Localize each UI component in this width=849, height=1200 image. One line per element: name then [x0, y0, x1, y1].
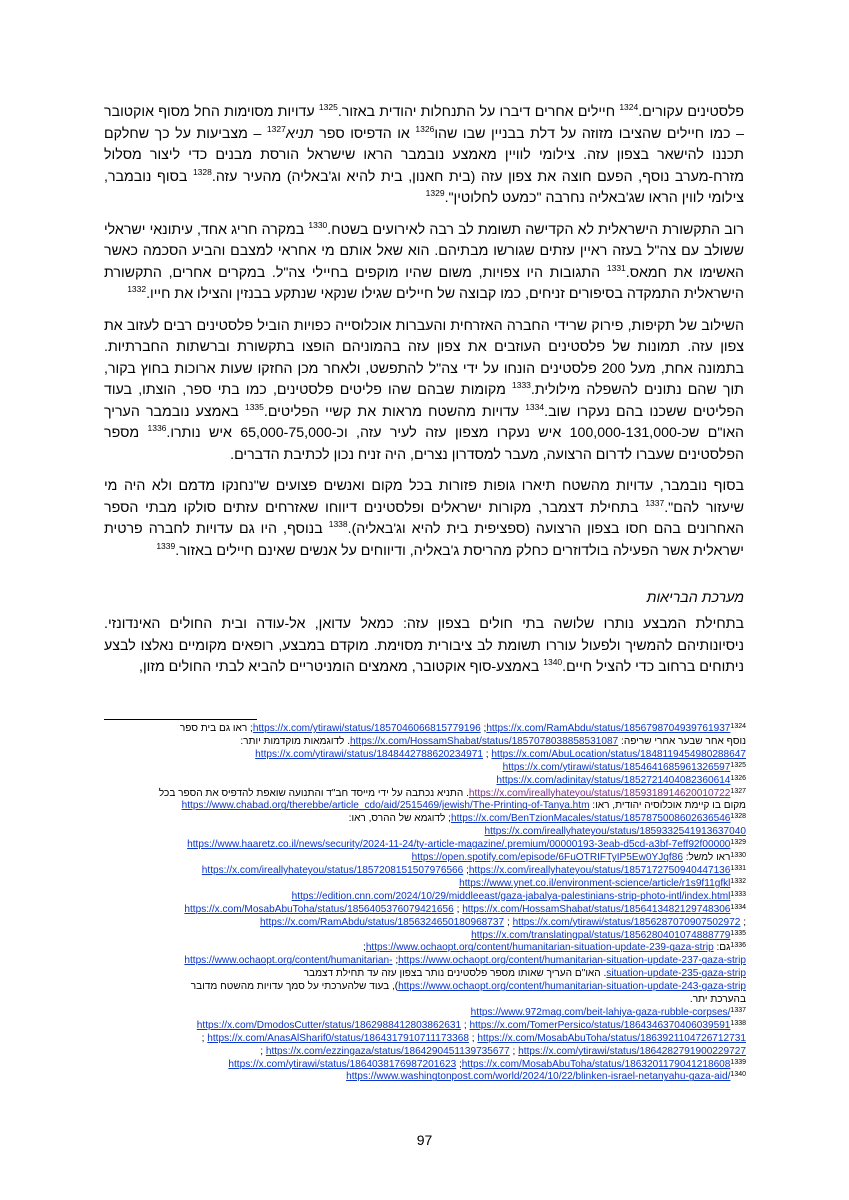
text-run: עדויות מהשטח מראות את קשיי הפליטים.	[263, 403, 526, 420]
footnote-number: 1324	[730, 723, 746, 730]
footnote-line	[104, 813, 746, 826]
text-run: בהערכת יתר.	[689, 994, 746, 1006]
footnote-number: 1337	[730, 1006, 746, 1014]
text-run: רוב התקשורת הישראלית לא הקדישה תשומת לב רבה לאירועים בשטח.	[327, 221, 744, 238]
footnote-ref[interactable]: 1338	[328, 519, 348, 529]
text-run: ), בעוד שלהערכתי על סמך עדויות מהשטח מדובר	[190, 981, 399, 993]
paragraph	[104, 614, 744, 679]
footnote-line	[104, 723, 746, 736]
text-run: בתחילת דצמבר, מקורות ישראלים ופלסטינים דיווחו שאזרחים עזתים סולקו מבתי הספר האחרונים בהם חסו בצפון הרצועה (ספציפית בית להיא וג'באליה).	[104, 499, 744, 537]
text-run: ;	[480, 723, 487, 734]
footnote-line	[104, 904, 746, 917]
footnote-link[interactable]: https://x.com/ireallyhateyou/status/1857208151507976566	[201, 864, 464, 876]
paragraph	[104, 220, 744, 306]
footnote-ref[interactable]: 1340	[543, 657, 563, 667]
body-text	[104, 102, 744, 572]
text-run: ;	[482, 748, 492, 760]
footnote-number: 1334	[730, 903, 746, 911]
footnote-ref[interactable]: 1328	[192, 166, 212, 177]
footnote-link[interactable]: https://x.com/MosabAbuToha/status/1863201179041218608	[461, 1058, 731, 1070]
paragraph	[104, 476, 744, 562]
footnote-line	[104, 955, 746, 968]
footnote-number: 1333	[730, 890, 746, 898]
footnote-link[interactable]: https://www.washingtonpost.com/world/2024/10/22/blinken-israel-netanyahu-gaza-aid/	[346, 1071, 731, 1083]
text-run: עדויות מסוימות החל מסוף אוקטובר – כמו חיילים שהציבו מזוזה על דלת בבניין שבו שהו	[104, 104, 744, 142]
footnote-line	[104, 749, 746, 762]
footnote-link[interactable]: https://x.com/TomerPersico/status/1864346370406039591	[469, 1019, 731, 1031]
text-run: – מצביעות על כך שחלקם תכננו להישאר בצפון עזה. צילומי לוויין מאמצע נובמבר הראו שישראל הורסת מבנים כדי ליצור מסלול מזרח-מערב נוסף, הפעם חוצה את צפון עזה (בית חאנון, בית להיא וג'באליה) מהעיר עזה.	[104, 125, 744, 185]
footnote-link[interactable]: https://x.com/RamAbdu/status/1856324650180968737	[260, 916, 505, 928]
footnote-link[interactable]: https://www.972mag.com/beit-lahiya-gaza-rubble-corpses/	[470, 1006, 731, 1018]
text-run: ;	[453, 903, 463, 915]
text-run: ;	[740, 916, 746, 928]
footnote-line	[104, 878, 746, 891]
text-run: בנוסף, היו גם עדויות לחברה פרטית ישראלית אשר הפעילה בולדוזרים כחלק מהריסת ג'באליה, ודיווחים על אנשים שאינם חיילים באזור.	[104, 521, 744, 559]
footnote-line	[104, 736, 746, 749]
footnote-line	[104, 826, 746, 839]
footnote-ref[interactable]: 1333	[512, 380, 531, 390]
footnote-number: 1326	[730, 774, 746, 782]
text-run: ;	[456, 1058, 462, 1070]
footnote-link[interactable]: https://x.com/ireallyhateyou/status/1859332541913637040	[484, 826, 746, 838]
text-run: או הדפיסו ספר	[313, 125, 416, 142]
footnote-link[interactable]: https://www.ochaopt.org/content/humanitarian-situation-update-239-gaza-strip	[365, 942, 714, 954]
text-run: ;	[201, 1032, 208, 1044]
page-number	[0, 1132, 849, 1148]
footnote-link[interactable]: https://x.com/ytirawi/status/1864282791900229727	[518, 1045, 746, 1057]
text-run: בתחילת המבצע נותרו שלושה בתי חולים בצפון עזה: כמאל עדואן, אל-עודה ובית החולים האינדונזי. ניסיונותיהם להמשיך ולפעול עוררו תשומת לב ציבורית מסוימת. מוקדם במבצע, רופאים מקומיים נאלצו לבצע ניתוחים ברחוב כדי להציל חיים.	[104, 616, 744, 675]
text-run: השילוב של תקיפות, פירוק שרידי החברה האזרחית והעברות אוכלוסייה כפויות הוביל פלסטינים רבים לעזוב את צפון עזה. תמונות של פלסטינים העוזבים את צפון עזה בהמוניהם הופצו בתקשורת וברשתות החברתיות. בתמונה אחת, מעל 200 פלסטינים הונחו על ידי צה"ל להתפשט, ולאחר מכן החזקו שעות ארוכות בחוץ בקור, תוך שהם נתונים להשפלה מילולית.	[104, 317, 744, 398]
footnote-line	[104, 891, 746, 904]
footnote-line	[104, 942, 746, 955]
footnote-line	[104, 1033, 746, 1046]
footnote-link[interactable]: https://x.com/ytirawi/status/1848442788620234971	[255, 748, 483, 760]
footnote-link[interactable]: https://www.ochaopt.org/content/humanitarian-	[184, 955, 393, 967]
footnote-ref[interactable]: 1329	[425, 188, 445, 198]
footnote-ref[interactable]: 1326	[415, 123, 435, 134]
text-run: בסוף נובמבר, עדויות מהשטח תיארו גופות פזורות בכל מקום ואנשים פצועים ש"נחנקו מדמם ולא היה מי שיעזור להם".	[104, 478, 744, 516]
text-run: פלסטינים עקורים.	[638, 104, 744, 120]
footnote-link[interactable]: https://x.com/AnasAlSharif0/status/1864317910711173368	[207, 1032, 469, 1044]
footnote-line	[104, 788, 746, 801]
text-run: . התניא נכתבה על ידי מייסד חב"ד והתנועה שואפת להדפיס את הספר בכל	[158, 787, 469, 799]
footnote-link[interactable]: https://www.haaretz.co.il/news/security/2024-11-24/ty-article-magazine/.premium/00000193-3eab-d5cd-a3bf-7eff92f00000	[187, 839, 731, 851]
text-run: ;	[461, 1019, 470, 1031]
footnote-number: 1325	[730, 761, 746, 769]
footnote-number: 1338	[730, 1019, 746, 1027]
footnote-link[interactable]: https://x.com/ytirawi/status/1857046066815779196	[252, 723, 481, 734]
footnote-link[interactable]: https://edition.cnn.com/2024/10/29/middleeast/gaza-jabalya-palestinians-strip-photo-intl/index.html	[291, 890, 731, 902]
paragraph	[104, 316, 744, 467]
footnote-line	[104, 994, 746, 1007]
footnote-number: 1331	[730, 864, 746, 872]
paragraph	[104, 102, 744, 210]
footnote-link[interactable]: situation-update-235-gaza-strip	[606, 968, 746, 980]
footnote-line	[104, 852, 746, 865]
footnote-link[interactable]: https://x.com/AbuLocation/status/1848119454980288647	[491, 748, 746, 760]
footnote-link[interactable]: https://x.com/HossamShabat/status/1857078038858531087	[350, 735, 619, 747]
health-paragraph	[104, 614, 744, 689]
text-run: ;	[260, 1045, 266, 1057]
footnote-line	[104, 865, 746, 878]
footnote-line	[104, 1059, 746, 1072]
footnote-link[interactable]: https://open.spotify.com/episode/6FuOTRIFTyIP5Ew0YJqf86	[411, 852, 683, 864]
footnote-link[interactable]: https://www.ochaopt.org/content/humanitarian-situation-update-243-gaza-strip	[398, 981, 746, 993]
footnote-ref[interactable]: 1336	[147, 423, 167, 433]
footnote-ref[interactable]: 1324	[619, 102, 639, 112]
footnote-number: 1339	[730, 1058, 746, 1066]
text-run: ; לדוגמא של ההרס, ראו:	[348, 813, 451, 825]
footnote-line	[104, 775, 746, 788]
footnote-link[interactable]: https://www.ochaopt.org/content/humanitarian-situation-update-237-gaza-strip	[398, 955, 746, 967]
text-run: ;	[392, 955, 399, 967]
footnote-ref[interactable]: 1334	[525, 401, 545, 412]
text-run: נוסף אחר שבער אחרי שריפה:	[618, 735, 746, 747]
footnote-line	[104, 930, 746, 943]
italic-text: תניא	[285, 125, 314, 142]
text-run: . לדוגמאות מוקדמות יותר:	[240, 735, 350, 747]
footnote-number: 1340	[730, 1071, 746, 1079]
footnote-link[interactable]: https://x.com/MosabAbuToha/status/1856405376079421656	[184, 903, 454, 915]
footnote-ref[interactable]: 1327	[266, 123, 286, 134]
footnote-ref[interactable]: 1339	[156, 540, 176, 551]
text-run: ;	[468, 1032, 478, 1044]
footnote-link[interactable]: https://x.com/ytirawi/status/1864038176987201623	[228, 1058, 457, 1070]
text-run: התגובות היו צפויות, משום שהיו מוקפים בחיילי צה"ל. במקרים אחרים, התקשורת הישראלית התמקדה בסיפורים זניחים, כמו קבוצה של חיילים שגילו שנקאי שנתקע בבנזין והצילו את חייו.	[104, 264, 744, 302]
footnote-link[interactable]: https://x.com/ytirawi/status/1854641685961326597	[502, 761, 731, 773]
footnote-link[interactable]: https://x.com/RamAbdu/status/1856798704939761937	[486, 723, 731, 734]
text-run: ; ראו גם בית ספר	[179, 723, 253, 734]
text-run: ;	[504, 916, 513, 928]
footnote-number: 1330	[730, 852, 746, 860]
footnote-line	[104, 1071, 746, 1084]
footnote-line	[104, 981, 746, 994]
footnote-number: 1335	[730, 929, 746, 937]
footnote-link[interactable]: https://x.com/MosabAbuToha/status/1863921104726712731	[477, 1032, 746, 1044]
text-run: ;	[463, 864, 469, 876]
footnote-link[interactable]: https://www.ynet.co.il/environment-science/article/r1s9f11gfkl	[459, 877, 731, 889]
text-run: ;	[363, 942, 366, 954]
footnote-line	[104, 800, 746, 813]
footnote-line	[104, 1007, 746, 1020]
footnote-link[interactable]: https://x.com/HossamShabat/status/1856413482129748306	[462, 903, 731, 915]
footnote-ref[interactable]: 1337	[645, 497, 665, 508]
footnote-separator	[104, 719, 257, 720]
footnote-link[interactable]: https://x.com/ezzingaza/status/1864290451139735677	[265, 1045, 510, 1057]
footnote-link[interactable]: https://x.com/DmodosCutter/status/1862988412803862631	[196, 1019, 462, 1031]
footnote-line	[104, 839, 746, 852]
footnote-number: 1328	[730, 813, 746, 821]
footnote-number: 1329	[730, 839, 746, 847]
footnote-link[interactable]: https://x.com/ireallyhateyou/status/1857172750940447136	[468, 864, 731, 876]
footnote-ref[interactable]: 1331	[606, 262, 626, 273]
text-run: מספר הפלסטינים שעברו לדרום הרצועה, מעבר למסדרון נצרים, היה זניח נכון לכתיבת הדברים.	[104, 425, 744, 463]
text-run: ;	[509, 1045, 519, 1057]
footnote-ref[interactable]: 1335	[244, 401, 264, 412]
text-run: מקומות שבהם שהו פליטים פלסטינים, כמו בתי ספר, הוצתו, בעוד הפליטים ששכנו בהם נעקרו שוב.	[104, 382, 745, 420]
text-run: באמצע-סוף אוקטובר, מאמצים הומניטריים להביא לבתי החולים מזון,	[139, 659, 544, 675]
footnote-number: 1332	[730, 877, 746, 885]
footnote-link[interactable]: https://www.chabad.org/therebbe/article_cdo/aid/2515469/jewish/The-Printing-of-Tanya.htm	[181, 800, 590, 812]
footnote-line	[104, 968, 746, 981]
section-heading: מערכת הבריאות	[646, 590, 744, 606]
footnote-link[interactable]: https://x.com/translatingpal/status/1856280401074888779	[471, 929, 731, 941]
text-run: באמצע נובמבר העריך האו"ם שכ-100,000-131,000 איש נעקרו מצפון עזה לעיר עזה, וכ-65,000-75,000 איש נותרו.	[104, 403, 744, 441]
footnote-link[interactable]: https://x.com/BenTzionMacales/status/1857875008602636546	[450, 813, 731, 825]
text-run: במקרה חריג אחד, עיתונאי ישראלי ששולב עם צה"ל בעזה ראיין עזתים שגורשו מבתיהם. הוא שאל אותם מי אחראי למצבם והביע הסכמה כאשר האשימו את חמאס.	[104, 221, 744, 281]
footnote-link[interactable]: https://x.com/adinitay/status/1852721404082360614	[496, 774, 731, 786]
footnote-line	[104, 762, 746, 775]
footnote-ref[interactable]: 1332	[127, 284, 147, 294]
footnote-number: 1336	[730, 942, 746, 950]
page-number-text: 97	[416, 1132, 433, 1148]
footnote-line	[104, 1020, 746, 1033]
text-run: גם:	[713, 942, 731, 954]
footnote-ref[interactable]: 1330	[308, 219, 328, 230]
footnote-number: 1327	[730, 787, 746, 795]
footnote-line	[104, 1046, 746, 1059]
footnote-link[interactable]: https://x.com/ytirawi/status/1856287070907502972	[512, 916, 741, 928]
text-run: חיילים אחרים דיברו על התנחלות יהודית באזור.	[337, 104, 620, 120]
text-run: מקום בו קיימת אוכלוסיה יהודית, ראו:	[589, 800, 746, 812]
footnote-link[interactable]: https://x.com/ireallyhateyou/status/1859318914620010722	[468, 787, 731, 799]
text-run: בסוף נובמבר, צילומי לווין הראו שג'באליה נחרבה "כמעט לחלוטין".	[104, 168, 744, 206]
text-run: . האו"ם העריך שאותו מספר פלסטינים נותר בצפון עזה עד תחילת דצמבר	[303, 968, 607, 980]
text-run: ראו למשל:	[682, 852, 731, 864]
footnote-ref[interactable]: 1325	[318, 102, 338, 112]
footnote-line	[104, 917, 746, 930]
footnotes	[104, 723, 746, 1084]
